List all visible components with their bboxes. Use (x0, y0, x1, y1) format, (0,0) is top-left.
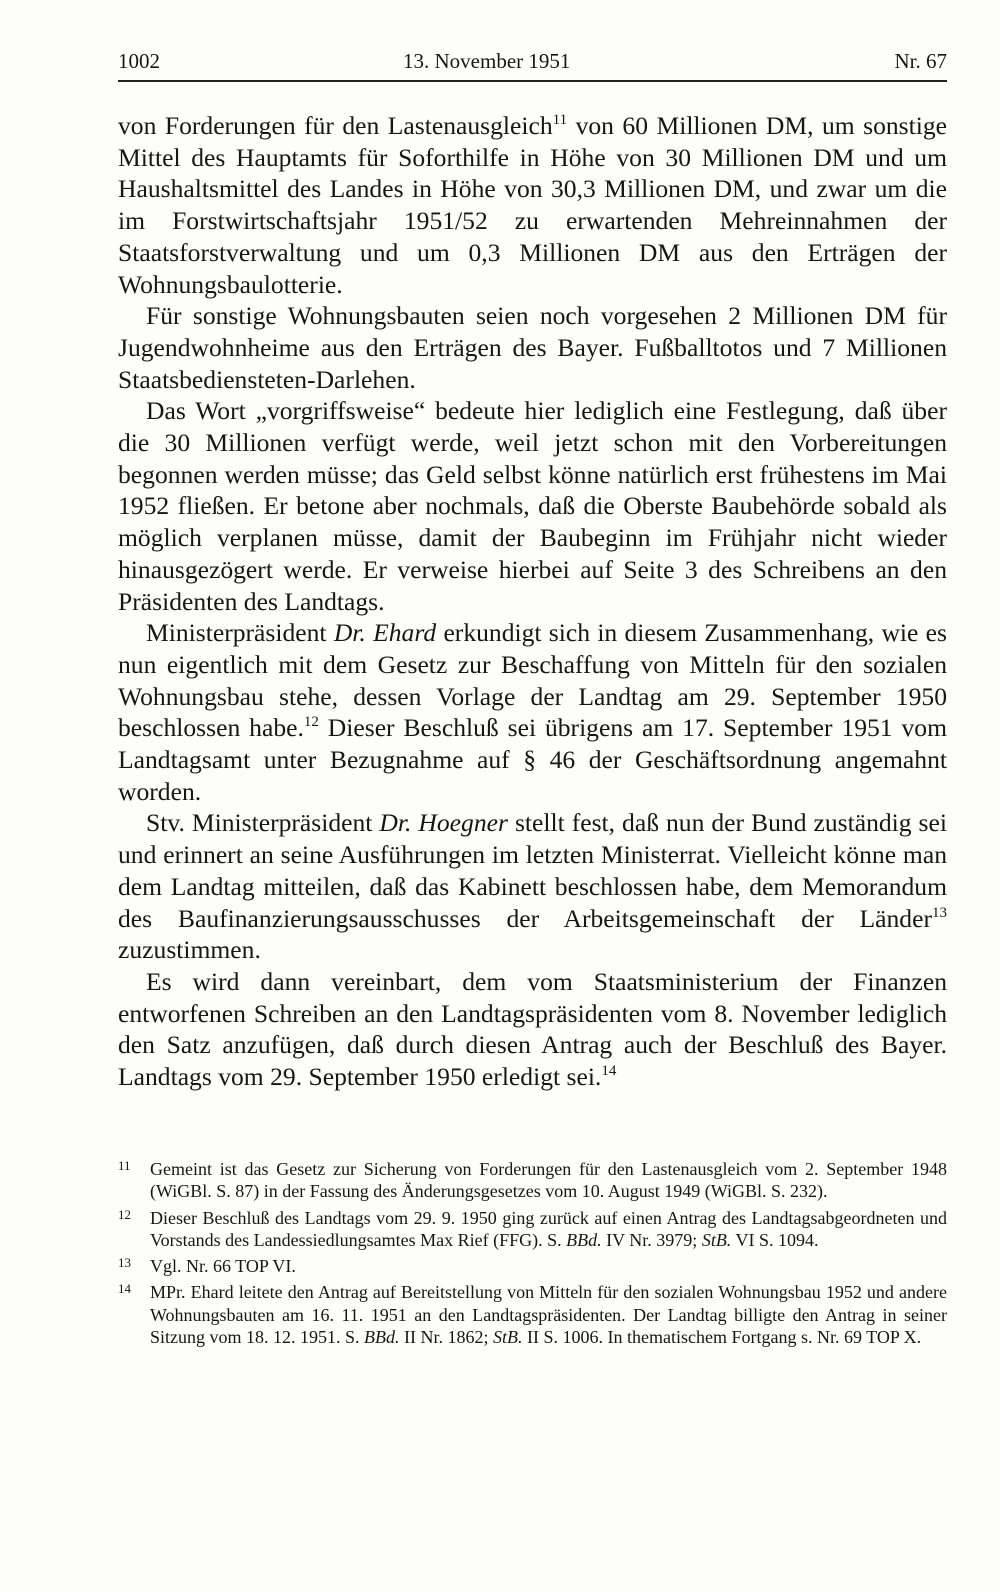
issue-number: Nr. 67 (894, 49, 947, 73)
header-date: 13. November 1951 (403, 49, 571, 73)
footnote-mark: 13 (118, 1255, 131, 1271)
footnote-mark: 14 (118, 1281, 131, 1297)
speaker-name: Dr. Hoegner (379, 808, 508, 838)
footnote-mark: 11 (118, 1158, 131, 1173)
footnote: 11 Gemeint ist das Gesetz zur Sicherung von Forderungen für den Lastenausgleich vom 2. September 1948 (WiGBl. S. 87) in der Fassung des Änderungsgesetzes vom 10. August 1949 (WiGBl. S. 232). (118, 1158, 947, 1202)
paragraph: Es wird dann vereinbart, dem vom Staatsministerium der Finanzen entworfenen Schreiben an den Landtagspräsidenten vom 8. November lediglich den Satz anzufügen, daß durch diesen Antrag auch der Beschluß des Bayer. Landtags vom 29. September 1950 erledigt sei.$^{14}$ (118, 966, 947, 1092)
footnote-ref: 14 (601, 1063, 617, 1080)
footnote: 13 Vgl. Nr. 66 TOP VI. (118, 1255, 296, 1277)
header-rule (118, 80, 947, 82)
paragraph: Stv. Ministerpräsident Dr. Hoegner stellt fest, daß nun der Bund zuständig sei und erinnert an seine Ausführungen im letzten Ministerrat. Vielleicht könne man dem Landtag mitteilen, daß das Kabinett beschlossen habe, dem Memorandum des Baufinanzierungsausschusses der Arbeitsgemeinschaft der Länder$^{13}$ zuzustimmen. (118, 808, 947, 965)
footnote: 14 MPr. Ehard leitete den Antrag auf Bereitstellung von Mitteln für den sozialen Wohnungsbau 1952 und andere Wohnungsbauten am 16. 11. 1951 an den Landtagspräsidenten. Der Landtag billigte den Antrag in seiner Sitzung vom 18. 12. 1951. S. BBd. II Nr. 1862; StB. II S. 1006. In thematischem Fortgang s. Nr. 69 TOP X. (118, 1281, 947, 1348)
footnote-ref: 11 (552, 112, 568, 128)
footnote-ref: 12 (303, 714, 319, 731)
running-header (118, 45, 947, 79)
speaker-name: Dr. Ehard (333, 618, 437, 648)
paragraph: Ministerpräsident Dr. Ehard erkundigt sich in diesem Zusammenhang, wie es nun eigentlich mit dem Gesetz zur Beschaffung von Mitteln für den sozialen Wohnungsbau stehe, dessen Vorlage der Landtag am 29. September 1950 beschlossen habe.$^{12}$ Dieser Beschluß sei übrigens am 17. September 1951 vom Landtagsamt unter Bezugnahme auf § 46 der Geschäftsordnung angemahnt worden. (118, 618, 947, 806)
paragraph: von Forderungen für den Lastenausgleich$^{11}$ von 60 Millionen DM, um sonstige Mittel des Hauptamts für Soforthilfe in Höhe von 30 Millionen DM und um Haushaltsmittel des Landes in Höhe von 30,3 Millionen DM, und zwar um die im Forstwirtschaftsjahr 1951/52 zu erwartenden Mehreinnahmen der Staatsforstverwaltung und um 0,3 Millionen DM aus den Erträgen der Wohnungsbaulotterie. (118, 111, 947, 299)
footnotes (118, 1158, 947, 1352)
body-text (118, 110, 947, 1093)
page-number: 1002 (118, 49, 160, 73)
paragraph: Das Wort „vorgriffsweise“ bedeute hier lediglich eine Festlegung, daß über die 30 Millionen verfügt werde, weil jetzt schon mit den Vorbereitungen begonnen werden müsse; das Geld selbst könne natürlich erst frühestens im Mai 1952 fließen. Er betone aber nochmals, daß die Oberste Baubehörde sobald als möglich verplanen müsse, damit der Baubeginn im Frühjahr nicht wieder hinausgezögert werde. Er verweise hierbei auf Seite 3 des Schreibens an den Präsidenten des Landtags. (118, 396, 947, 616)
footnote: 12 Dieser Beschluß des Landtags vom 29. 9. 1950 ging zurück auf einen Antrag des Landtagsabgeordneten und Vorstands des Landessiedlungsamtes Max Rief (FFG). S. BBd. IV Nr. 3979; StB. VI S. 1094. (118, 1206, 947, 1250)
footnote-mark: 12 (118, 1206, 131, 1222)
footnote-ref: 13 (932, 904, 947, 921)
paragraph: Für sonstige Wohnungsbauten seien noch vorgesehen 2 Millionen DM für Jugendwohnheime aus den Erträgen des Bayer. Fußballtotos und 7 Millionen Staatsbediensteten-Darlehen. (118, 301, 947, 394)
